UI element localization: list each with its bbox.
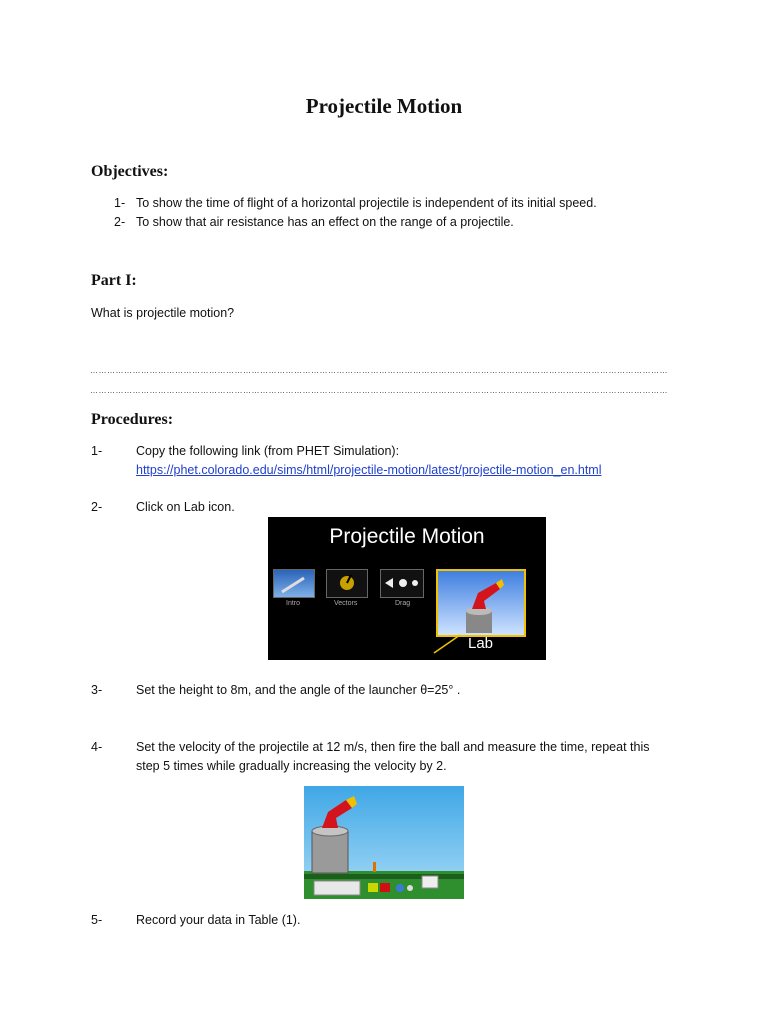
lab-cannon-icon <box>438 571 524 635</box>
step-1-number: 1- <box>91 444 103 458</box>
step-2-text: Click on Lab icon. <box>136 500 235 514</box>
step-3-text: Set the height to 8m, and the angle of the launcher θ=25° . <box>136 683 461 697</box>
vectors-thumbnail <box>326 569 368 598</box>
drag-label: Drag <box>395 600 411 607</box>
step-1-text: Copy the following link (from PHET Simulation): <box>136 444 400 458</box>
answer-line-1: …………………………………………………………………………………………………………………………………………………………………………………… <box>90 366 668 375</box>
step-3-number: 3- <box>91 683 103 697</box>
page-title: Projectile Motion <box>305 94 463 118</box>
part1-heading: Part I: <box>91 272 137 289</box>
step-2-number: 2- <box>91 500 103 514</box>
intro-thumbnail <box>273 569 315 598</box>
objective-1-text: To show the time of flight of a horizontal projectile is independent of its initial speed. <box>136 196 597 210</box>
objective-2-text: To show that air resistance has an effect on the range of a projectile. <box>136 215 514 229</box>
objective-1-number: 1- <box>114 196 126 210</box>
step-4-text-continued: step 5 times while gradually increasing the velocity by 2. <box>136 759 447 773</box>
vectors-icon <box>327 570 367 597</box>
objectives-heading: Objectives: <box>91 163 169 180</box>
lab-icon[interactable] <box>436 569 526 637</box>
intro-label: Intro <box>286 600 301 607</box>
drag-thumbnail <box>380 569 424 598</box>
lab-scene <box>304 786 464 899</box>
vectors-label: Vectors <box>334 600 358 607</box>
procedures-heading: Procedures: <box>91 411 174 428</box>
step-4-number: 4- <box>91 740 103 754</box>
part1-question: What is projectile motion? <box>91 306 235 320</box>
phet-lab-screenshot <box>304 786 464 899</box>
step-5-number: 5- <box>91 913 103 927</box>
step-5-text: Record your data in Table (1). <box>136 913 301 927</box>
intro-cannon-icon <box>274 570 314 597</box>
phet-link[interactable]: https://phet.colorado.edu/sims/html/projectile-motion/latest/projectile-motion_en.html <box>136 463 602 477</box>
pointer-line <box>432 633 464 655</box>
phet-menu-screenshot <box>268 517 546 660</box>
lab-label: Lab <box>468 635 494 652</box>
step-4-text: Set the velocity of the projectile at 12 m/s, then fire the ball and measure the time, repeat this <box>136 740 650 754</box>
answer-line-2: …………………………………………………………………………………………………………………………………………………………………………………… <box>90 386 668 395</box>
menu-title: Projectile Motion <box>329 525 485 548</box>
drag-shapes-icon <box>381 570 423 597</box>
objective-2-number: 2- <box>114 215 126 229</box>
